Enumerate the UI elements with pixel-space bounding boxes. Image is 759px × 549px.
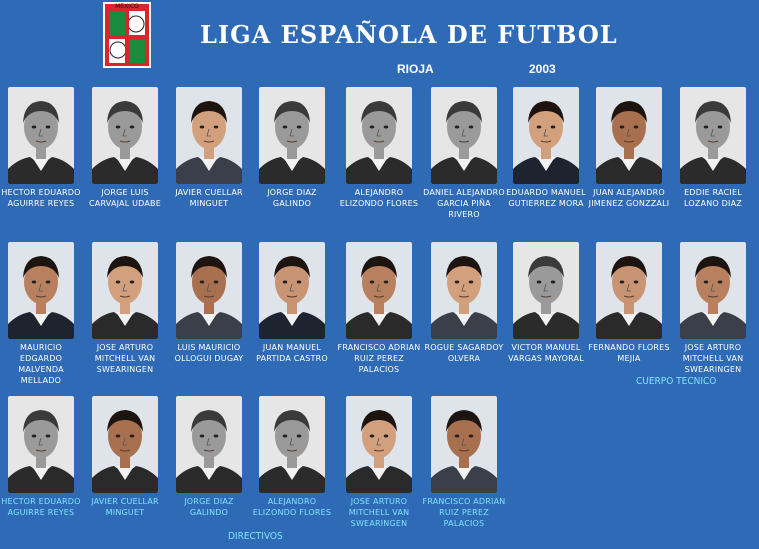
player-name: ROGUE SAGARDOY OLVERA — [424, 343, 504, 363]
player-photo — [513, 242, 579, 339]
player-photo — [8, 87, 74, 184]
player-photo — [680, 87, 746, 184]
player-photo — [259, 396, 325, 493]
player-photo — [596, 242, 662, 339]
player-photo — [680, 242, 746, 339]
player-name: LUIS MAURICIO OLLOGUI DUGAY — [174, 343, 244, 363]
player-name: JOSE ARTURO MITCHELL VAN SWEARINGEN — [94, 343, 156, 374]
player-photo — [92, 87, 158, 184]
player-photo — [176, 87, 242, 184]
player-name: JORGE DIAZ GALINDO — [184, 497, 234, 517]
player-name: JOSE ARTURO MITCHELL VAN SWEARINGEN — [682, 343, 744, 374]
player-name: VICTOR MANUEL VARGAS MAYORAL — [508, 343, 584, 363]
player-name: JAVIER CUELLAR MINGUET — [91, 497, 159, 517]
player-name: EDUARDO MANUEL GUTIERREZ MORA — [506, 188, 586, 208]
player-name: JORGE LUIS CARVAJAL UDABE — [89, 188, 161, 208]
player-name: JUAN MANUEL PARTIDA CASTRO — [256, 343, 328, 363]
player-photo — [346, 396, 412, 493]
player-name: HECTOR EDUARDO AGUIRRE REYES — [1, 497, 81, 517]
player-photo — [8, 396, 74, 493]
player-photo — [8, 242, 74, 339]
player-name: HECTOR EDUARDO AGUIRRE REYES — [1, 188, 81, 208]
player-photo — [92, 242, 158, 339]
player-name: ALEJANDRO ELIZONDO FLORES — [252, 497, 332, 517]
player-photo — [431, 87, 497, 184]
player-name: MAURICIO EDGARDO MALVENDA MELLADO — [18, 343, 64, 385]
player-photo — [259, 242, 325, 339]
player-photo — [431, 396, 497, 493]
team-name: RIOJA — [397, 62, 434, 76]
player-photo — [513, 87, 579, 184]
page-title: LIGA ESPAÑOLA DE FUTBOL — [200, 20, 618, 49]
player-name: FRANCISCO ADRIAN RUIZ PEREZ PALACIOS — [422, 497, 506, 528]
player-name: FERNANDO FLORES MEJIA — [588, 343, 670, 363]
coaching-staff-label: CUERPO TECNICO — [636, 376, 717, 387]
player-photo — [176, 242, 242, 339]
crest — [103, 2, 151, 68]
crest-label: MEXICO — [115, 3, 139, 10]
player-name: JOSE ARTURO MITCHELL VAN SWEARINGEN — [348, 497, 410, 528]
player-name: DANIEL ALEJANDRO GARCIA PIÑA RIVERO — [423, 188, 505, 219]
directors-label: DIRECTIVOS — [228, 531, 283, 542]
player-name: ALEJANDRO ELIZONDO FLORES — [339, 188, 419, 208]
season-year: 2003 — [529, 62, 556, 76]
player-photo — [176, 396, 242, 493]
player-photo — [259, 87, 325, 184]
player-photo — [346, 87, 412, 184]
player-name: JORGE DIAZ GALINDO — [267, 188, 317, 208]
player-name: JUAN ALEJANDRO JIMENEZ GONZZALI — [588, 188, 670, 208]
player-photo — [596, 87, 662, 184]
player-photo — [346, 242, 412, 339]
player-name: JAVIER CUELLAR MINGUET — [175, 188, 243, 208]
player-photo — [92, 396, 158, 493]
player-photo — [431, 242, 497, 339]
player-name: FRANCISCO ADRIAN RUIZ PEREZ PALACIOS — [337, 343, 421, 374]
player-name: EDDIE RACIEL LOZANO DIAZ — [684, 188, 742, 208]
